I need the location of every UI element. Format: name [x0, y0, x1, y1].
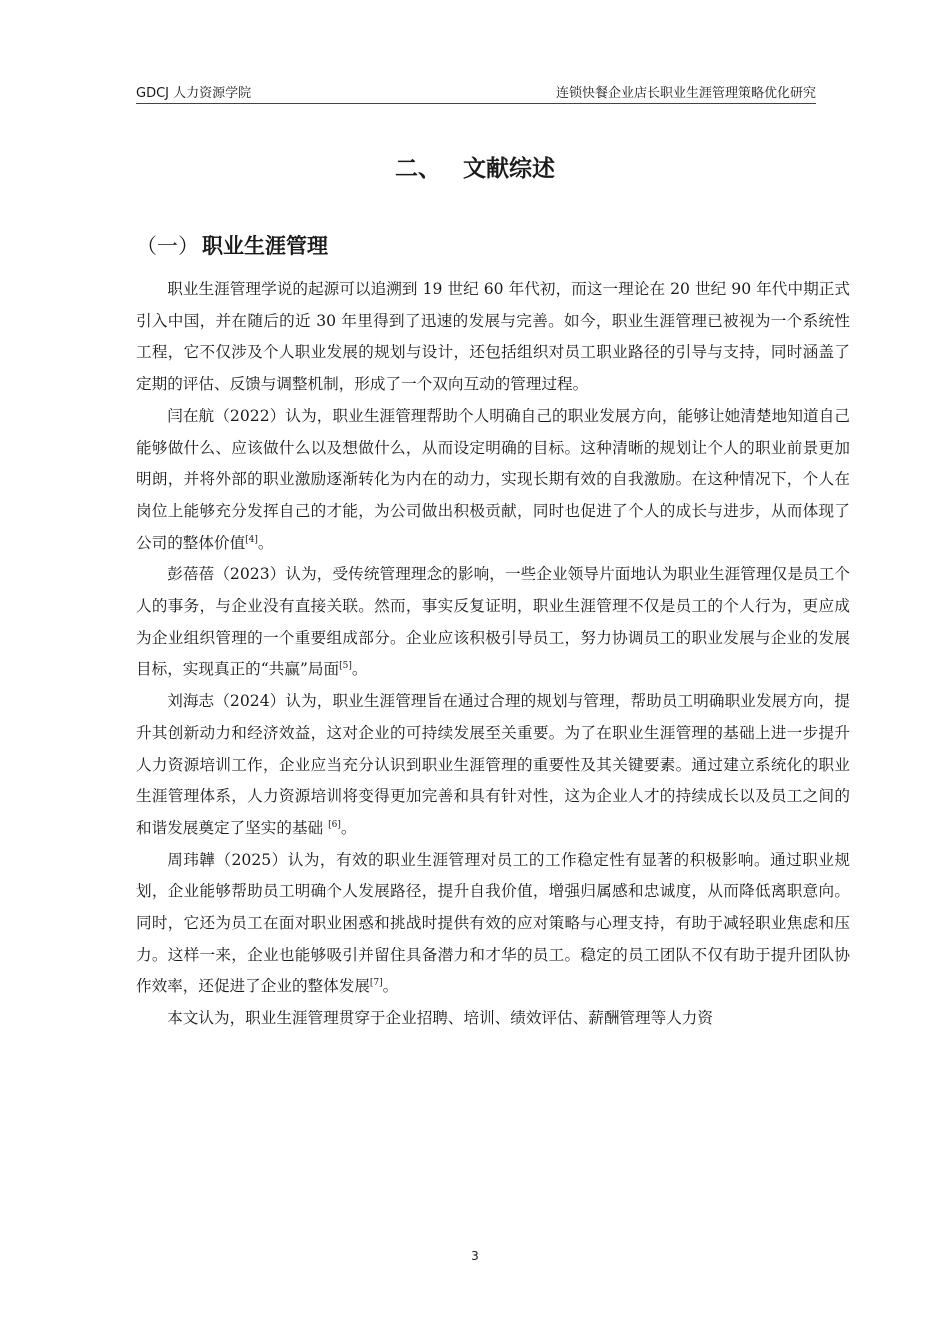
paragraph-text: 职业生涯管理学说的起源可以追溯到 19 世纪 60 年代初，而这一理论在 20 世纪 90 年代中期正式引入中国，并在随后的近 30 年里得到了迅速的发展与完善。如今，职业生涯管理已被视为一个系统性工程，它不仅涉及个人职业发展的规划与设计，还包括组织对员工职业路径的引导与支持，同时涵盖了定期的评估、反馈与调整机制，形成了一个双向互动的管理过程。 — [136, 280, 850, 394]
body-text — [136, 274, 850, 1035]
chapter-title — [0, 150, 950, 183]
paragraph-tail: 。 — [257, 533, 274, 552]
paragraph-tail: 。 — [351, 660, 368, 679]
paragraph — [136, 274, 850, 401]
paragraph-text: 周玮韡（2025）认为，有效的职业生涯管理对员工的工作稳定性有显著的积极影响。通过职业规划，企业能够帮助员工明确个人发展路径，提升自我价值，增强归属感和忠诚度，从而降低离职意向。同时，它还为员工在面对职业困惑和挑战时提供有效的应对策略与心理支持，有助于减轻职业焦虑和压力。这样一来，企业也能够吸引并留住具备潜力和才华的员工。稳定的员工团队不仅有助于提升团队协作效率，还促进了企业的整体发展 — [136, 850, 850, 996]
section-number: （一） — [136, 234, 199, 258]
paragraph-text: 闫在航（2022）认为，职业生涯管理帮助个人明确自己的职业发展方向，能够让她清楚地知道自己能够做什么、应该做什么以及想做什么，从而设定明确的目标。这种清晰的规划让个人的职业前景更加明朗，并将外部的职业激励逐渐转化为内在的动力，实现长期有效的自我激励。在这种情况下，个人在岗位上能够充分发挥自己的才能，为公司做出积极贡献，同时也促进了个人的成长与进步，从而体现了公司的整体价值 — [136, 406, 850, 552]
section-heading-text: 职业生涯管理 — [202, 234, 328, 258]
citation-ref[interactable]: [4] — [245, 534, 258, 545]
paragraph — [136, 559, 850, 686]
paragraph — [136, 845, 850, 1004]
citation-ref[interactable]: [7] — [369, 978, 383, 989]
header-divider — [136, 103, 816, 104]
page-number: 3 — [471, 1249, 479, 1263]
paragraph-text: 本文认为，职业生涯管理贯穿于企业招聘、培训、绩效评估、薪酬管理等人力资 — [167, 1009, 713, 1028]
section-title — [136, 230, 328, 260]
chapter-heading-text: 文献综述 — [463, 156, 555, 182]
paragraph — [136, 686, 850, 845]
header-institution: GDCJ 人力资源学院 — [136, 86, 252, 101]
paragraph-text: 彭蓓蓓（2023）认为，受传统管理理念的影响，一些企业领导片面地认为职业生涯管理仅是员工个人的事务，与企业没有直接关联。然而，事实反复证明，职业生涯管理不仅是员工的个人行为，更应成为企业组织管理的一个重要组成部分。企业应该积极引导员工，努力协调员工的职业发展与企业的发展目标，实现真正的“共赢”局面 — [136, 565, 850, 679]
citation-ref[interactable]: [6] — [328, 819, 341, 830]
paragraph-tail: 。 — [340, 818, 357, 837]
citation-ref[interactable]: [5] — [339, 661, 352, 672]
paragraph — [136, 1003, 850, 1035]
paragraph-text: 刘海志（2024）认为，职业生涯管理旨在通过合理的规划与管理，帮助员工明确职业发展方向，提升其创新动力和经济效益，这对企业的可持续发展至关重要。为了在职业生涯管理的基础上进一步提升人力资源培训工作，企业应当充分认识到职业生涯管理的重要性及其关键要素。通过建立系统化的职业生涯管理体系，人力资源培训将变得更加完善和具有针对性，这为企业人才的持续成长以及员工之间的和谐发展奠定了坚实的基础 — [136, 692, 850, 837]
running-header — [136, 82, 816, 102]
paragraph-tail: 。 — [382, 977, 399, 996]
header-thesis-title: 连锁快餐企业店长职业生涯管理策略优化研究 — [555, 86, 816, 101]
chapter-number: 二、 — [395, 156, 441, 182]
paragraph — [136, 401, 850, 560]
